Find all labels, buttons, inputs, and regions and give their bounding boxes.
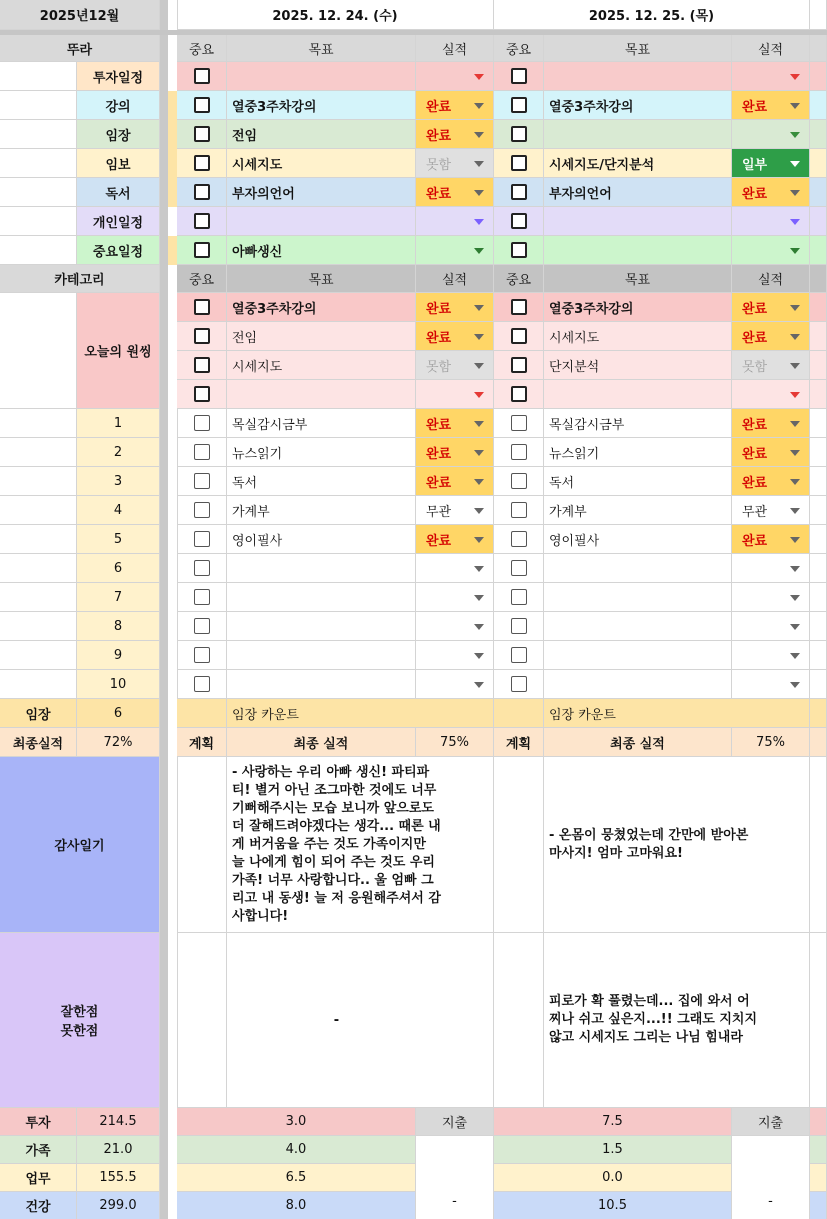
result-dropdown[interactable]: 완료 [416,467,494,496]
checkbox[interactable] [511,502,527,518]
checkbox[interactable] [194,328,210,344]
imjang-count-label: 임장 카운트 [544,699,810,728]
stat-day-value: 8.0 [177,1192,416,1219]
reflection-label-line: 못한점 [60,1024,99,1039]
dropdown-arrow-icon[interactable] [474,595,484,601]
cell [0,91,77,120]
checkbox[interactable] [194,502,210,518]
habit-number: 1 [77,409,160,438]
checkbox[interactable] [194,618,210,634]
cell [810,0,827,30]
result-dropdown[interactable]: 완료 [416,293,494,322]
goal-cell[interactable] [227,583,416,612]
habit-number: 10 [77,670,160,699]
cell [0,496,77,525]
result-dropdown[interactable]: 완료 [416,120,494,149]
result-dropdown[interactable]: 완료 [416,525,494,554]
habit-number: 8 [77,612,160,641]
goal-cell[interactable] [544,380,732,409]
cell [810,933,827,1108]
result-dropdown[interactable]: 못함 [416,149,494,178]
cell [0,438,77,467]
cell [810,35,827,62]
month-label: 2025년12월 [0,0,160,30]
checkbox[interactable] [194,531,210,547]
dropdown-arrow-icon[interactable] [474,132,484,138]
reflection-label [0,933,160,1108]
stat-day-value: 6.5 [177,1164,416,1192]
dropdown-arrow-icon[interactable] [790,334,800,340]
checkbox[interactable] [511,473,527,489]
row-accent [168,62,177,91]
stat-value: 21.0 [77,1136,160,1164]
dropdown-arrow-icon[interactable] [790,479,800,485]
cell [810,207,827,236]
dropdown-arrow-icon[interactable] [474,305,484,311]
checkbox[interactable] [194,647,210,663]
dropdown-arrow-icon[interactable] [790,624,800,630]
checkbox[interactable] [511,357,527,373]
habit-number: 2 [77,438,160,467]
goal-cell[interactable]: 시세지도 [227,149,416,178]
cell [810,757,827,933]
cell [762,757,810,933]
dropdown-arrow-icon[interactable] [474,161,484,167]
checkbox[interactable] [194,560,210,576]
reflection-label-line: 잘한점 [60,1005,99,1020]
stat-label: 업무 [0,1164,77,1192]
column-header: 중요 [494,265,544,293]
row-accent [168,207,177,236]
column-header: 목표 [227,35,416,62]
cell [810,409,827,438]
row-accent [168,91,177,120]
final-result-label: 최종 실적 [544,728,732,757]
cell [494,757,544,933]
cell [810,351,827,380]
stat-value: 299.0 [77,1192,160,1219]
cell [762,933,810,1108]
imjang-count-label: 임장 카운트 [227,699,494,728]
stat-day-value: 3.0 [177,1108,416,1136]
dropdown-arrow-icon[interactable] [474,653,484,659]
checkbox[interactable] [511,97,527,113]
imjang-label: 임장 [0,699,77,728]
row-accent [168,120,177,149]
goal-cell[interactable]: 아빠생신 [227,236,416,265]
stat-day-value: 10.5 [494,1192,732,1219]
gratitude-label: 감사일기 [0,757,160,933]
habit-number: 3 [77,467,160,496]
habit-number: 6 [77,554,160,583]
spend-label: 지출 [732,1108,810,1136]
goal-cell[interactable]: 시세지도 [227,351,416,380]
result-dropdown[interactable]: 완료 [732,178,810,207]
final-result-value: 75% [732,728,810,757]
category-label: 독서 [77,178,160,207]
cell [810,1136,827,1164]
goal-cell[interactable]: 독서 [227,467,416,496]
dropdown-arrow-icon[interactable] [474,566,484,572]
cell [810,149,827,178]
cell [0,467,77,496]
cell [810,438,827,467]
habit-number: 4 [77,496,160,525]
dropdown-arrow-icon[interactable] [474,392,484,398]
dropdown-arrow-icon[interactable] [790,653,800,659]
cell [810,236,827,265]
cell [0,207,77,236]
dropdown-arrow-icon[interactable] [474,450,484,456]
dropdown-arrow-icon[interactable] [790,421,800,427]
dropdown-arrow-icon[interactable] [474,537,484,543]
cell [810,699,827,728]
goal-cell[interactable]: 영이필사 [227,525,416,554]
column-header: 중요 [494,35,544,62]
cell [0,149,77,178]
result-dropdown[interactable]: 완료 [732,438,810,467]
goal-cell[interactable] [227,207,416,236]
plan-label: 계획 [177,728,227,757]
dropdown-arrow-icon[interactable] [790,682,800,688]
cell [446,757,494,933]
row-accent [168,178,177,207]
checkbox[interactable] [511,560,527,576]
result-dropdown[interactable]: 무관 [732,496,810,525]
stat-label: 건강 [0,1192,77,1219]
cell [810,178,827,207]
goal-cell[interactable]: 단지분석 [544,351,732,380]
result-dropdown[interactable]: 완료 [416,409,494,438]
goal-cell[interactable]: 열중3주차강의 [227,293,416,322]
habit-number: 5 [77,525,160,554]
stat-day-value: 4.0 [177,1136,416,1164]
column-header: 중요 [177,265,227,293]
cell [810,496,827,525]
cell [810,1108,827,1136]
column-header: 실적 [416,35,494,62]
stat-value: 214.5 [77,1108,160,1136]
cell [0,62,77,91]
column-header: 실적 [416,265,494,293]
goal-cell[interactable]: 시세지도 [544,322,732,351]
goal-cell[interactable] [544,612,732,641]
goal-cell[interactable]: 뉴스읽기 [544,438,732,467]
cell [810,467,827,496]
goal-cell[interactable]: 부자의언어 [544,178,732,207]
reflection-text[interactable]: 피로가 확 풀렸는데... 집에 와서 어찌나 쉬고 싶은지...!! 그래도 지치지 않고 시세지도 그리는 나님 힘내라 [544,933,762,1108]
dropdown-arrow-icon[interactable] [474,363,484,369]
goal-cell[interactable] [227,641,416,670]
date-header: 2025. 12. 25. (목) [494,0,810,30]
final-result-label: 최종 실적 [227,728,416,757]
checkbox[interactable] [511,415,527,431]
gratitude-text[interactable]: - 사랑하는 우리 아빠 생신! 파티파티! 별거 아닌 조그마한 것에도 너무 기뻐해주시는 모습 보니까 앞으로도 더 잘해드려야겠다는 생각... 때론 내게 버거움을 주는 것도 가족이지만 늘 나에게 힘이 되어 주는 것도 우리 가족! 너무 사랑합니다.. 울 엄빠 그리고 내 동생! 늘 저 응원해주셔서 감사합니다! [227,757,446,933]
spend-label: 지출 [416,1108,494,1136]
dropdown-arrow-icon[interactable] [474,334,484,340]
goal-cell[interactable]: 시세지도/단지분석 [544,149,732,178]
cell [0,236,77,265]
goal-cell[interactable] [227,62,416,91]
cell [810,554,827,583]
section-label: 카테고리 [0,265,160,293]
result-dropdown[interactable]: 완료 [732,322,810,351]
checkbox[interactable] [194,444,210,460]
column-header: 중요 [177,35,227,62]
dropdown-arrow-icon[interactable] [790,595,800,601]
dropdown-arrow-icon[interactable] [790,508,800,514]
dropdown-arrow-icon[interactable] [790,392,800,398]
cell [810,670,827,699]
checkbox[interactable] [511,126,527,142]
cell [810,62,827,91]
checkbox[interactable] [194,242,210,258]
checkbox[interactable] [511,213,527,229]
dropdown-arrow-icon[interactable] [474,421,484,427]
checkbox[interactable] [511,242,527,258]
cell [0,525,77,554]
category-label: 강의 [77,91,160,120]
goal-cell[interactable]: 부자의언어 [227,178,416,207]
cell [494,699,544,728]
cell [0,670,77,699]
cell [810,322,827,351]
spend-value[interactable]: - [416,1136,494,1219]
checkbox[interactable] [194,184,210,200]
final-result-value: 75% [416,728,494,757]
cell [810,293,827,322]
goal-cell[interactable] [544,554,732,583]
cell [177,757,227,933]
dropdown-arrow-icon[interactable] [474,190,484,196]
dropdown-arrow-icon[interactable] [474,248,484,254]
result-dropdown[interactable]: 완료 [416,91,494,120]
checkbox[interactable] [511,184,527,200]
result-dropdown[interactable]: 완료 [732,409,810,438]
goal-cell[interactable] [227,612,416,641]
category-label: 임장 [77,120,160,149]
section-label: 뚜라 [0,35,160,62]
cell [0,612,77,641]
checkbox[interactable] [511,155,527,171]
cell [177,933,227,1108]
wonting-label: 오늘의 원씽 [77,293,160,409]
result-dropdown[interactable]: 일부 [732,149,810,178]
result-dropdown[interactable]: 완료 [416,178,494,207]
checkbox[interactable] [511,328,527,344]
dropdown-arrow-icon[interactable] [790,537,800,543]
checkbox[interactable] [511,386,527,402]
dropdown-arrow-icon[interactable] [474,219,484,225]
cell [446,933,494,1108]
checkbox[interactable] [194,97,210,113]
checkbox[interactable] [511,618,527,634]
checkbox[interactable] [511,68,527,84]
column-header: 실적 [732,35,810,62]
dropdown-arrow-icon[interactable] [790,74,800,80]
checkbox[interactable] [511,531,527,547]
goal-cell[interactable] [544,670,732,699]
category-label: 투자일정 [77,62,160,91]
checkbox[interactable] [194,589,210,605]
stat-value: 155.5 [77,1164,160,1192]
cell [810,525,827,554]
plan-label: 계획 [494,728,544,757]
goal-cell[interactable] [544,583,732,612]
goal-cell[interactable]: 가계부 [227,496,416,525]
dropdown-arrow-icon[interactable] [474,508,484,514]
cell [177,699,227,728]
checkbox[interactable] [194,68,210,84]
result-dropdown[interactable]: 못함 [732,351,810,380]
gratitude-text[interactable]: - 온몸이 뭉쳤었는데 간만에 받아본 마사지! 엄마 고마워요! [544,757,762,933]
dropdown-arrow-icon[interactable] [790,190,800,196]
dropdown-arrow-icon[interactable] [790,363,800,369]
dropdown-arrow-icon[interactable] [790,161,800,167]
cell [810,1192,827,1219]
cell [810,728,827,757]
checkbox[interactable] [511,647,527,663]
checkbox[interactable] [511,589,527,605]
dropdown-arrow-icon[interactable] [790,450,800,456]
column-header: 목표 [227,265,416,293]
goal-cell[interactable] [544,236,732,265]
dropdown-arrow-icon[interactable] [790,566,800,572]
cell [0,409,77,438]
spend-value[interactable]: - [732,1136,810,1219]
cell [0,583,77,612]
goal-cell[interactable] [544,641,732,670]
cell [0,293,77,409]
result-dropdown[interactable]: 완료 [732,293,810,322]
checkbox[interactable] [194,386,210,402]
goal-cell[interactable] [544,120,732,149]
category-label: 임보 [77,149,160,178]
dropdown-arrow-icon[interactable] [474,74,484,80]
cell [810,265,827,293]
result-dropdown[interactable]: 완료 [732,91,810,120]
dropdown-arrow-icon[interactable] [790,103,800,109]
row-accent [168,236,177,265]
dropdown-arrow-icon[interactable] [790,305,800,311]
date-header: 2025. 12. 24. (수) [177,0,494,30]
goal-cell[interactable]: 독서 [544,467,732,496]
checkbox[interactable] [194,155,210,171]
cell [810,120,827,149]
reflection-text[interactable]: - [227,933,446,1108]
habit-number: 7 [77,583,160,612]
goal-cell[interactable]: 뉴스읽기 [227,438,416,467]
dropdown-arrow-icon[interactable] [790,248,800,254]
goal-cell[interactable]: 열중3주차강의 [227,91,416,120]
checkbox[interactable] [511,299,527,315]
goal-cell[interactable] [544,207,732,236]
column-header: 목표 [544,265,732,293]
stat-label: 가족 [0,1136,77,1164]
final-label: 최종실적 [0,728,77,757]
goal-cell[interactable] [227,670,416,699]
cell [810,380,827,409]
goal-cell[interactable]: 가계부 [544,496,732,525]
cell [0,178,77,207]
dropdown-arrow-icon[interactable] [474,103,484,109]
row-accent [168,149,177,178]
dropdown-arrow-icon[interactable] [790,132,800,138]
result-dropdown[interactable]: 완료 [416,438,494,467]
checkbox[interactable] [194,357,210,373]
goal-cell[interactable]: 영이필사 [544,525,732,554]
goal-cell[interactable]: 목실감시금부 [544,409,732,438]
goal-cell[interactable] [544,62,732,91]
stat-day-value: 7.5 [494,1108,732,1136]
checkbox[interactable] [194,415,210,431]
category-label: 개인일정 [77,207,160,236]
freeze-divider[interactable] [160,0,168,1219]
cell [0,554,77,583]
cell [810,1164,827,1192]
stat-day-value: 1.5 [494,1136,732,1164]
result-dropdown[interactable]: 무관 [416,496,494,525]
dropdown-arrow-icon[interactable] [790,219,800,225]
stat-label: 투자 [0,1108,77,1136]
checkbox[interactable] [194,473,210,489]
goal-cell[interactable]: 열중3주차강의 [544,91,732,120]
goal-cell[interactable]: 전임 [227,322,416,351]
dropdown-arrow-icon[interactable] [474,624,484,630]
checkbox[interactable] [194,213,210,229]
dropdown-arrow-icon[interactable] [474,682,484,688]
goal-cell[interactable]: 열중3주차강의 [544,293,732,322]
result-dropdown[interactable]: 완료 [732,467,810,496]
cell [810,641,827,670]
checkbox[interactable] [511,676,527,692]
result-dropdown[interactable]: 못함 [416,351,494,380]
checkbox[interactable] [511,444,527,460]
cell [0,641,77,670]
goal-cell[interactable] [227,380,416,409]
checkbox[interactable] [194,126,210,142]
goal-cell[interactable]: 전임 [227,120,416,149]
checkbox[interactable] [194,676,210,692]
column-header: 실적 [732,265,810,293]
dropdown-arrow-icon[interactable] [474,479,484,485]
result-dropdown[interactable]: 완료 [732,525,810,554]
cell [494,933,544,1108]
category-label: 중요일정 [77,236,160,265]
checkbox[interactable] [194,299,210,315]
column-header: 목표 [544,35,732,62]
result-dropdown[interactable]: 완료 [416,322,494,351]
cell [810,583,827,612]
goal-cell[interactable] [227,554,416,583]
stat-day-value: 0.0 [494,1164,732,1192]
imjang-value: 6 [77,699,160,728]
cell [0,120,77,149]
habit-number: 9 [77,641,160,670]
final-value: 72% [77,728,160,757]
goal-cell[interactable]: 목실감시금부 [227,409,416,438]
cell [810,91,827,120]
cell [810,612,827,641]
